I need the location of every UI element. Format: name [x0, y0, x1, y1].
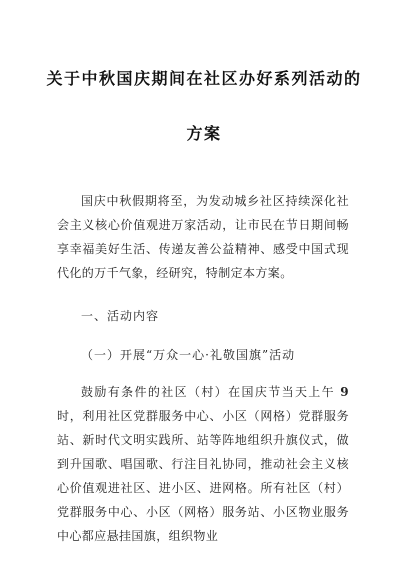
- body-paragraph-text-start: 鼓励有条件的社区（村）在国庆节当天上午: [81, 385, 341, 399]
- subsection-heading-flag-salute: （一）开展“万众一心·礼敬国旗”活动: [81, 348, 296, 362]
- section-heading-activity-content: 一、活动内容: [81, 309, 160, 323]
- body-paragraph-hour: 9: [340, 385, 349, 399]
- document-title-line-1: 关于中秋国庆期间在社区办好系列活动的: [46, 69, 362, 88]
- body-paragraph-text-rest: 时，利用社区党群服务中心、小区（网格）党群服务站、新时代文明实践所、站等阵地组织升旗仪式，做到升国歌、唱国歌、行注目礼协同，推动社会主义核心价值观进社区、进小区、进网格。所有社区（村）党群服务中心、小区（网格）服务站、小区物业服务中心都应悬挂国旗，组织物业: [57, 409, 349, 543]
- document-title-line-2: 方案: [186, 124, 222, 143]
- body-paragraph: [57, 380, 349, 548]
- intro-paragraph: 国庆中秋假期将至，为发动城乡社区持续深化社会主义核心价值观进万家活动，让市民在节日期间畅享幸福美好生活、传递友善公益精神、感受中国式现代化的万千气象，经研究，特制定本方案。: [57, 194, 349, 280]
